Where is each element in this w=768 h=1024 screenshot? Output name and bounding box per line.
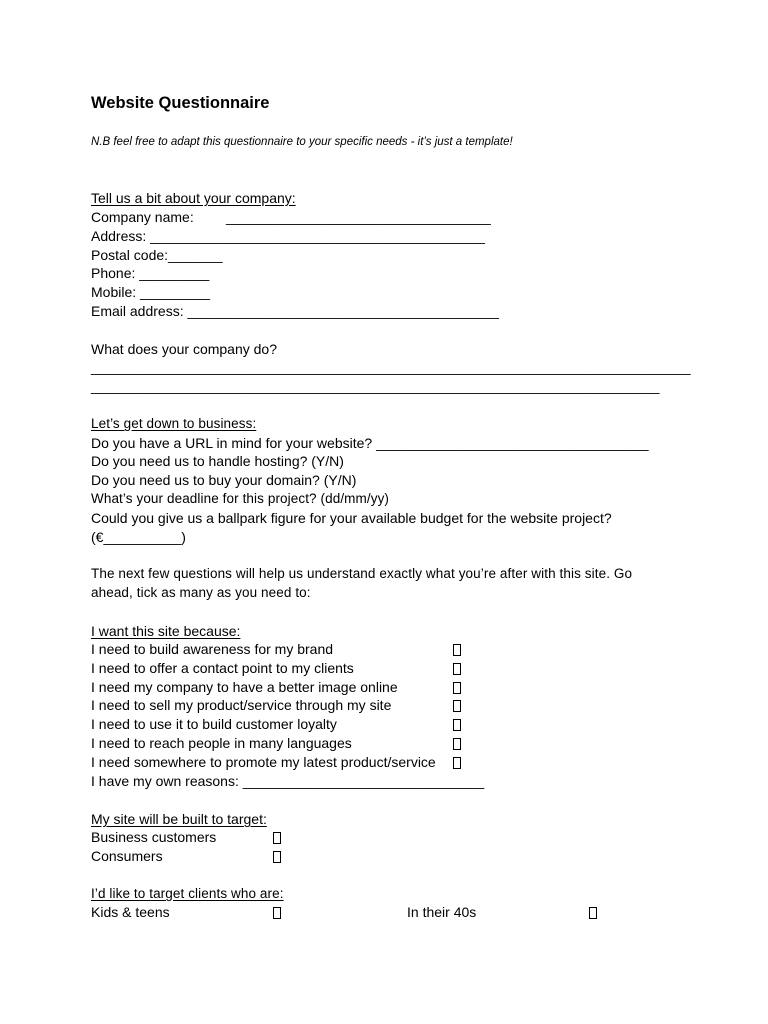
company-activity-question: What does your company do? <box>91 341 277 357</box>
hosting-question: Do you need us to handle hosting? (Y/N) <box>91 453 344 469</box>
business-section-heading: Let’s get down to business: <box>91 416 257 431</box>
target-checkbox[interactable] <box>273 832 281 844</box>
company-name-field[interactable]: __________________________________ <box>226 209 491 225</box>
reason-checkbox[interactable] <box>453 700 461 712</box>
reason-checkbox[interactable] <box>453 682 461 694</box>
mobile-field[interactable]: Mobile: _________ <box>91 284 211 300</box>
reason-label: I need to use it to build customer loyalty <box>91 716 337 732</box>
reasons-heading: I want this site because: <box>91 623 241 639</box>
deadline-question: What’s your deadline for this project? (dd/mm/yy) <box>91 491 390 506</box>
intro-line-1: The next few questions will help us understand exactly what you’re after with this site. Go <box>91 566 633 581</box>
reason-checkbox[interactable] <box>453 663 461 675</box>
reason-checkbox[interactable] <box>453 738 461 750</box>
client-checkbox[interactable] <box>589 907 597 919</box>
reason-checkbox[interactable] <box>453 757 461 769</box>
budget-field[interactable]: (€__________) <box>91 529 186 545</box>
phone-field[interactable]: Phone: _________ <box>91 265 210 281</box>
template-note: N.B feel free to adapt this questionnaire to your specific needs - it’s just a template! <box>91 136 513 148</box>
address-field[interactable]: Address: ___________________________________________ <box>91 228 485 244</box>
reason-label: I need to reach people in many languages <box>91 735 352 751</box>
target-label: Business customers <box>91 829 217 845</box>
company-activity-line-2[interactable]: _________________________________________________________________________ <box>91 378 660 394</box>
company-activity-line-1[interactable]: _____________________________________________________________________________ <box>91 359 691 375</box>
reason-label: I need to offer a contact point to my clients <box>91 660 354 676</box>
reason-label: I need somewhere to promote my latest product/service <box>91 754 436 770</box>
company-name-label: Company name: <box>91 209 194 225</box>
target-checkbox[interactable] <box>273 851 281 863</box>
domain-question: Do you need us to buy your domain? (Y/N) <box>91 472 357 488</box>
clients-heading: I’d like to target clients who are: <box>91 886 284 901</box>
client-label: In their 40s <box>407 904 477 920</box>
page-title: Website Questionnaire <box>91 94 270 112</box>
reason-label: I need my company to have a better image online <box>91 679 398 695</box>
reason-label: I need to sell my product/service through my site <box>91 697 392 713</box>
url-field[interactable]: Do you have a URL in mind for your website? ___________________________________ <box>91 435 649 451</box>
budget-question: Could you give us a ballpark figure for your available budget for the website project? <box>91 510 612 526</box>
target-label: Consumers <box>91 848 163 864</box>
reason-checkbox[interactable] <box>453 644 461 656</box>
client-label: Kids & teens <box>91 904 170 920</box>
company-section-heading: Tell us a bit about your company: <box>91 190 296 206</box>
own-reasons-field[interactable]: I have my own reasons: _______________________________ <box>91 773 485 789</box>
email-field[interactable]: Email address: ________________________________________ <box>91 303 499 319</box>
postal-code-field[interactable]: Postal code:_______ <box>91 247 223 263</box>
client-checkbox[interactable] <box>273 907 281 919</box>
target-heading: My site will be built to target: <box>91 811 267 827</box>
reason-label: I need to build awareness for my brand <box>91 641 334 657</box>
intro-line-2: ahead, tick as many as you need to: <box>91 585 311 600</box>
reason-checkbox[interactable] <box>453 719 461 731</box>
